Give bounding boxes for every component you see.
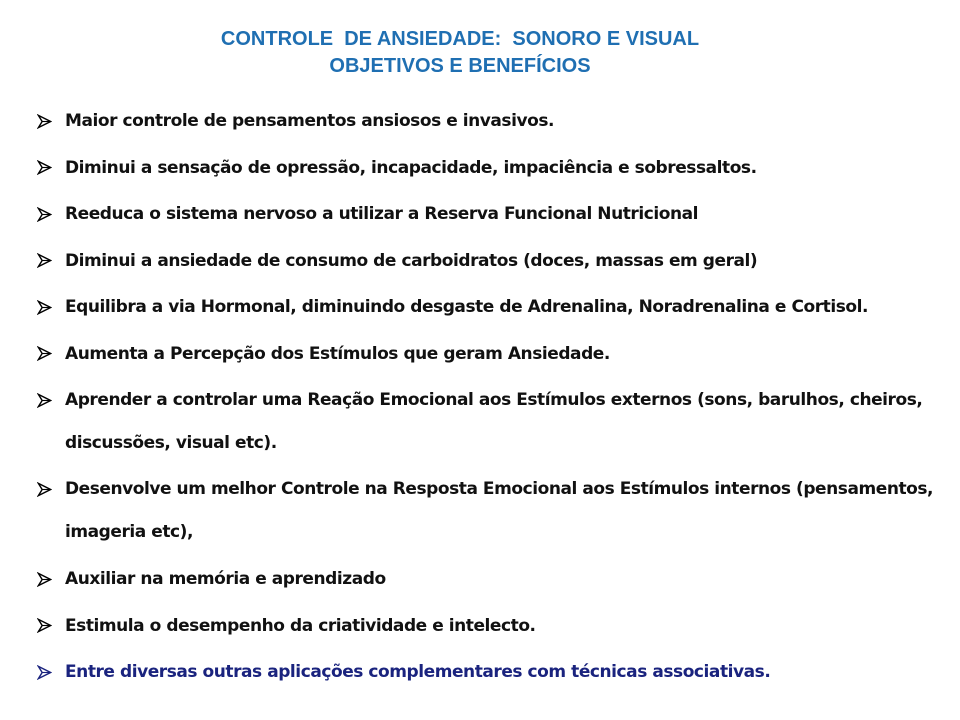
title-line-2: OBJETIVOS E BENEFÍCIOS <box>329 55 591 77</box>
list-item-text: Desenvolve um melhor Controle na Resposta Emocional aos Estímulos internos (pensamentos, imageria etc), <box>65 479 934 542</box>
title-line-1: CONTROLE DE ANSIEDADE: SONORO E VISUAL <box>220 28 700 50</box>
list-item-text: Diminui a sensação de opressão, incapacidade, impaciência e sobressaltos. <box>65 157 757 178</box>
arrowhead-bullet-icon <box>37 468 65 511</box>
list-item <box>37 246 942 276</box>
arrowhead-bullet-icon <box>37 106 65 136</box>
list-item <box>37 199 942 229</box>
arrowhead-bullet-icon <box>37 199 65 229</box>
list-item <box>37 292 942 322</box>
list-item-text: Aprender a controlar uma Reação Emocional aos Estímulos externos (sons, barulhos, cheiros, discussões, visual etc). <box>65 389 923 453</box>
list-item <box>37 339 942 369</box>
list-item-text: Auxiliar na memória e aprendizado <box>65 569 386 589</box>
list-item <box>37 564 942 594</box>
benefits-list <box>37 106 942 704</box>
arrowhead-bullet-icon <box>37 379 65 422</box>
list-item <box>37 611 942 641</box>
arrowhead-bullet-icon <box>37 564 65 594</box>
list-item <box>37 468 942 554</box>
list-item-text: Equilibra a via Hormonal, diminuindo desgaste de Adrenalina, Noradrenalina e Cortisol. <box>65 297 868 317</box>
arrowhead-bullet-icon <box>37 153 65 183</box>
list-item <box>37 106 942 136</box>
list-item-text: Aumenta a Percepção dos Estímulos que geram Ansiedade. <box>65 343 610 364</box>
arrowhead-bullet-icon <box>37 246 65 276</box>
arrowhead-bullet-icon <box>37 339 65 369</box>
list-item <box>37 657 942 687</box>
list-item-text: Estimula o desempenho da criatividade e intelecto. <box>65 615 536 636</box>
list-item-text: Maior controle de pensamentos ansiosos e invasivos. <box>65 111 555 131</box>
list-item-text: Entre diversas outras aplicações complementares com técnicas associativas. <box>65 662 771 682</box>
list-item <box>37 379 942 465</box>
slide-title <box>0 26 920 80</box>
arrowhead-bullet-icon <box>37 657 65 687</box>
list-item-text: Reeduca o sistema nervoso a utilizar a Reserva Funcional Nutricional <box>65 204 699 224</box>
arrowhead-bullet-icon <box>37 292 65 322</box>
list-item <box>37 153 942 183</box>
list-item-text: Diminui a ansiedade de consumo de carboidratos (doces, massas em geral) <box>65 250 758 271</box>
arrowhead-bullet-icon <box>37 611 65 641</box>
